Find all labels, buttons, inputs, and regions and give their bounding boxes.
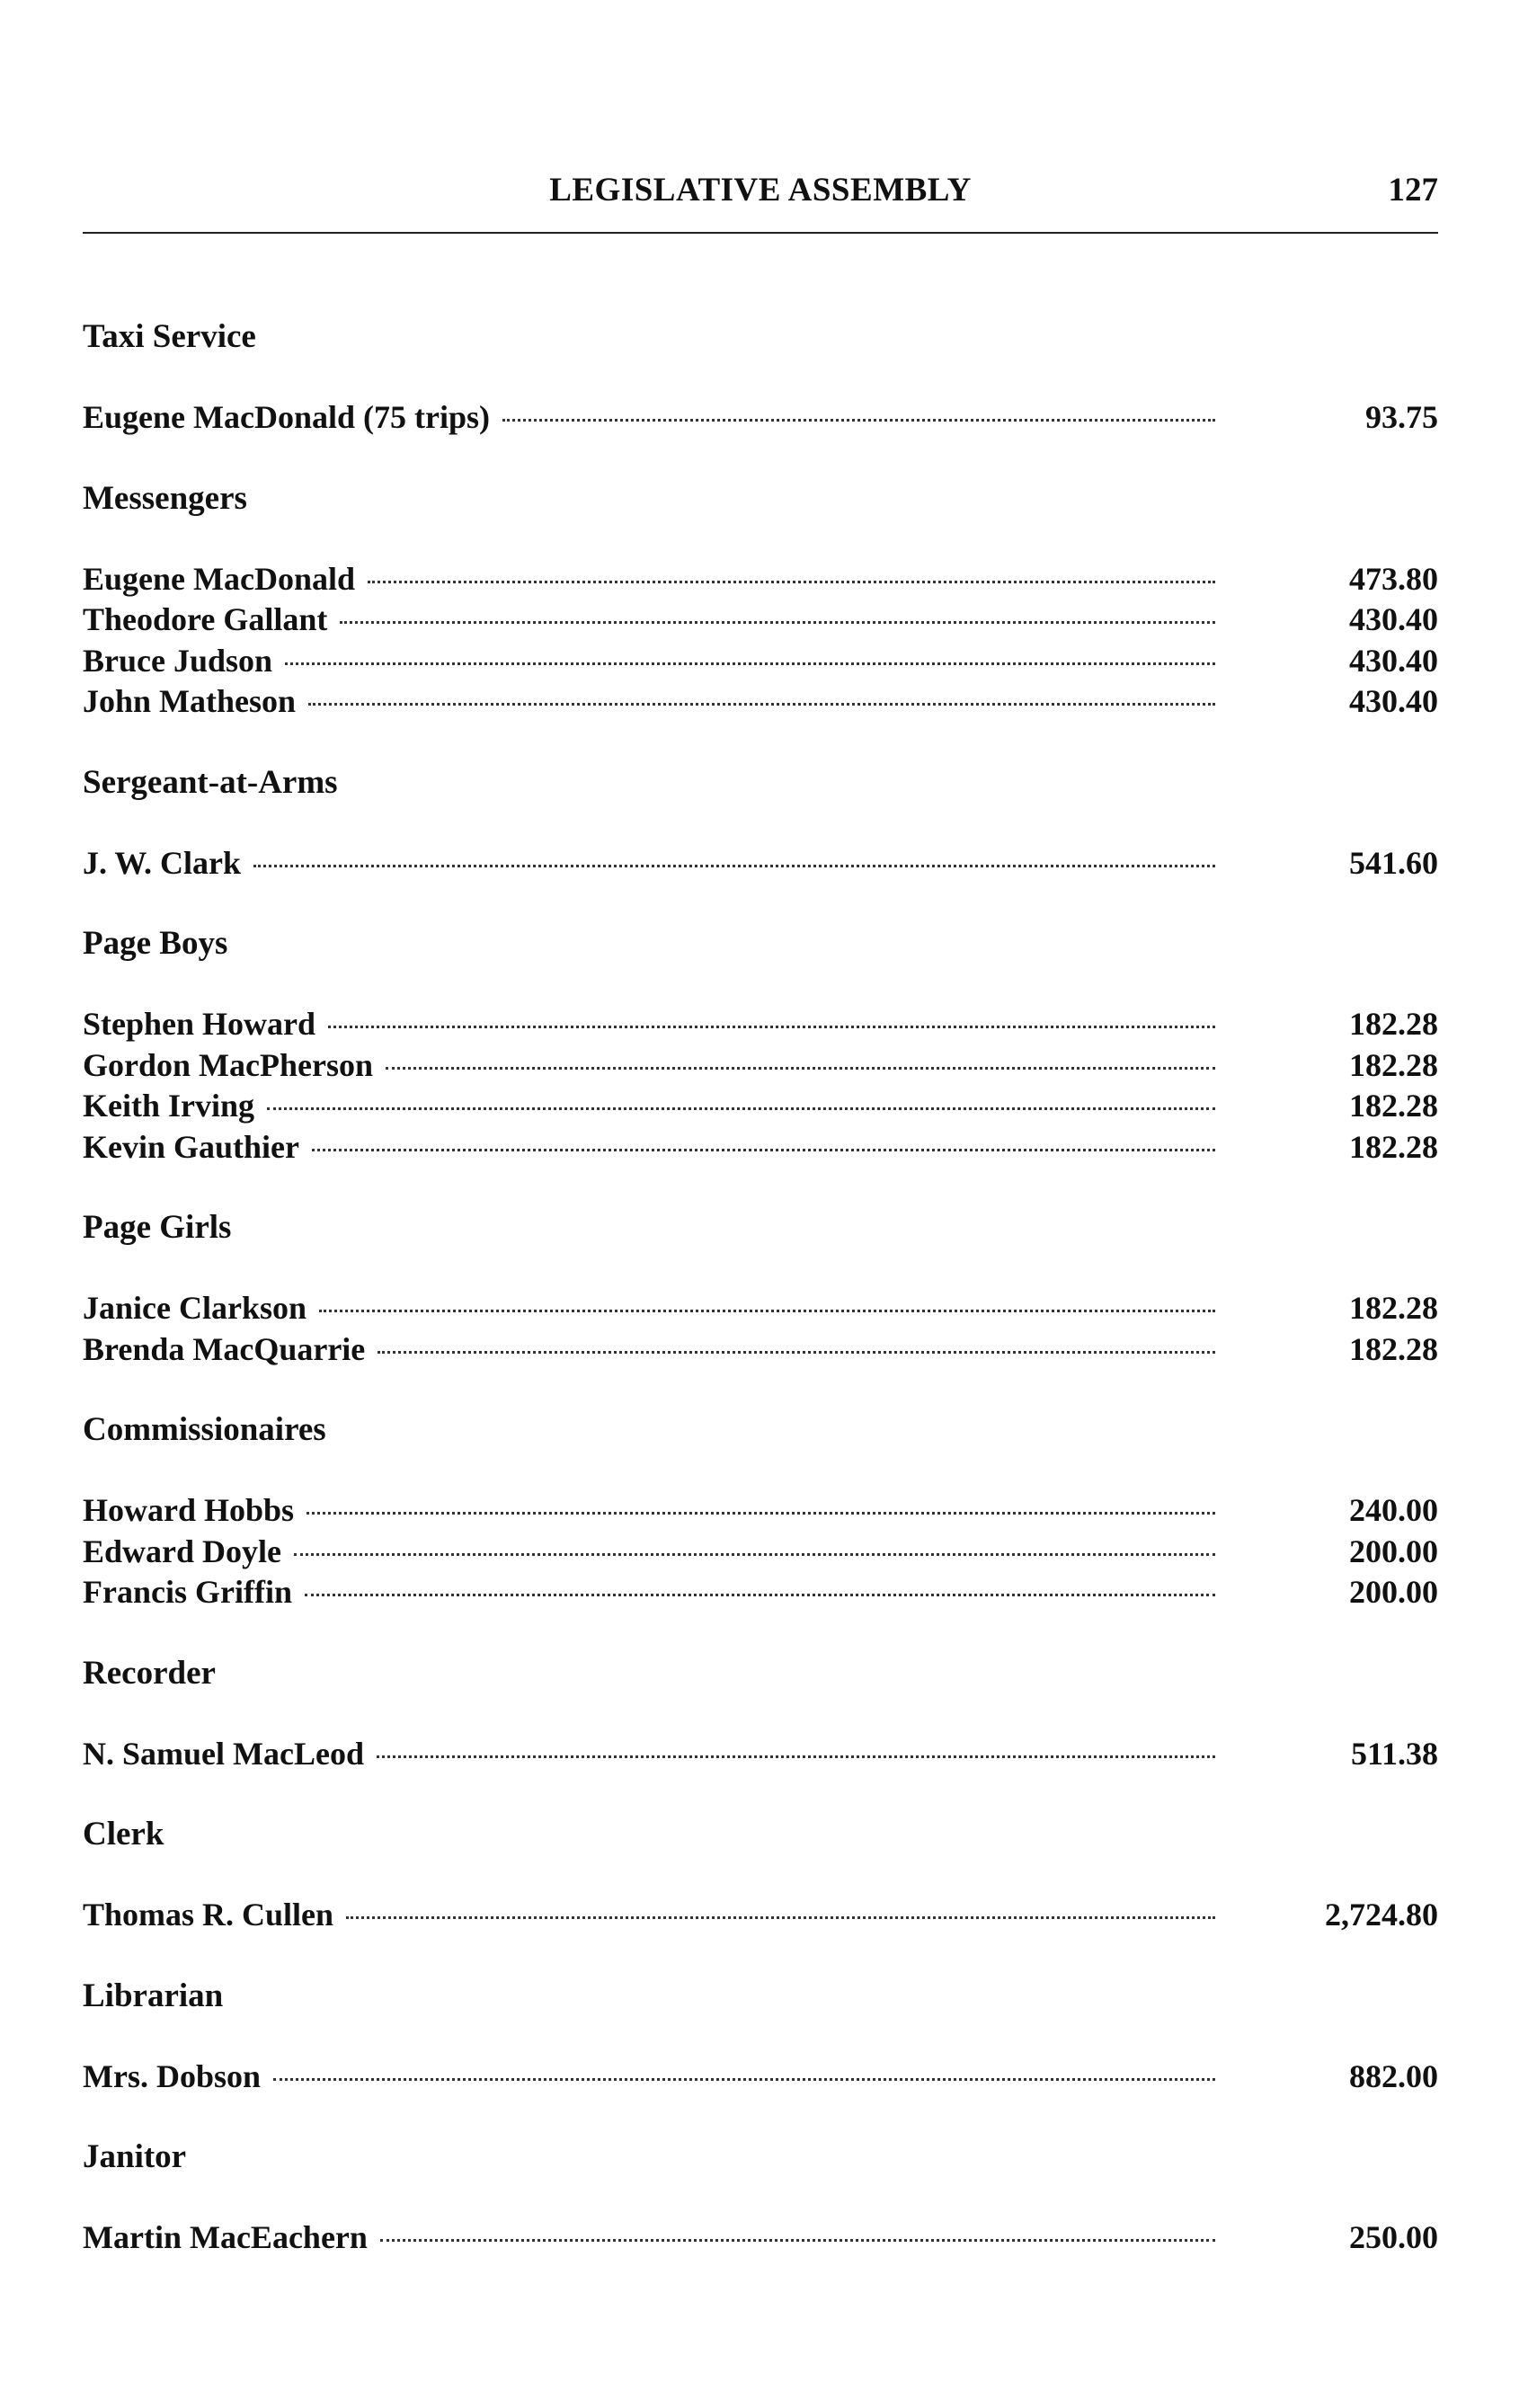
payment-amount: 240.00	[1349, 1492, 1438, 1528]
list-item	[83, 1086, 1438, 1127]
payment-amount: 93.75	[1365, 399, 1438, 435]
section-heading: Messengers	[83, 479, 247, 517]
payee-name: Bruce Judson	[83, 642, 273, 679]
list-item	[83, 2217, 1438, 2259]
payment-amount: 182.28	[1349, 1128, 1438, 1165]
payment-amount: 200.00	[1349, 1574, 1438, 1610]
payment-amount: 882.00	[1349, 2057, 1438, 2094]
running-header	[83, 171, 1438, 216]
list-item	[83, 1288, 1438, 1329]
dot-leader	[380, 2239, 1215, 2242]
dot-leader	[377, 1755, 1215, 1758]
payee-name: Eugene MacDonald	[83, 560, 356, 597]
list-item	[83, 600, 1438, 641]
payment-amount: 182.28	[1349, 1088, 1438, 1124]
dot-leader	[368, 581, 1215, 583]
payee-name: Martin MacEachern	[83, 2219, 368, 2255]
payee-name: John Matheson	[83, 683, 297, 719]
entry-list	[83, 2217, 1438, 2259]
payee-name: Edward Doyle	[83, 1533, 282, 1569]
dot-leader	[253, 865, 1215, 867]
list-item	[83, 559, 1438, 600]
payee-name: Thomas R. Cullen	[83, 1897, 334, 1933]
entry-list	[83, 2057, 1438, 2098]
payee-name: Brenda MacQuarrie	[83, 1330, 366, 1367]
payee-name: Theodore Gallant	[83, 601, 328, 637]
payee-name: Mrs. Dobson	[83, 2057, 262, 2094]
section-heading: Commissionaires	[83, 1411, 326, 1448]
running-title: LEGISLATIVE ASSEMBLY	[549, 172, 972, 209]
payee-name: N. Samuel MacLeod	[83, 1735, 364, 1772]
payment-amount: 473.80	[1349, 560, 1438, 597]
dot-leader	[346, 1916, 1215, 1919]
section-heading: Clerk	[83, 1816, 164, 1853]
list-item	[83, 1572, 1438, 1613]
payment-amount: 182.28	[1349, 1046, 1438, 1083]
entry-list	[83, 1490, 1438, 1613]
dot-leader	[267, 1107, 1215, 1110]
list-item	[83, 1532, 1438, 1573]
list-item	[83, 1895, 1438, 1936]
dot-leader	[305, 1594, 1215, 1596]
section-heading: Librarian	[83, 1977, 224, 2014]
dot-leader	[285, 662, 1215, 665]
document-body	[83, 315, 1438, 2297]
dot-leader	[340, 621, 1215, 624]
payment-amount: 2,724.80	[1325, 1897, 1438, 1933]
dot-leader	[328, 1026, 1215, 1028]
payment-amount: 182.28	[1349, 1330, 1438, 1367]
payee-name: Keith Irving	[83, 1088, 255, 1124]
entry-list	[83, 559, 1438, 723]
payee-name: Howard Hobbs	[83, 1492, 295, 1528]
list-item	[83, 1734, 1438, 1775]
dot-leader	[308, 703, 1215, 706]
payment-amount: 182.28	[1349, 1290, 1438, 1326]
payment-amount: 541.60	[1349, 844, 1438, 881]
dot-leader	[386, 1067, 1215, 1070]
list-item	[83, 843, 1438, 884]
entry-list	[83, 397, 1438, 439]
section-heading: Page Girls	[83, 1209, 232, 1246]
list-item	[83, 397, 1438, 439]
payment-amount: 250.00	[1349, 2219, 1438, 2255]
entry-list	[83, 1004, 1438, 1168]
payee-name: J. W. Clark	[83, 844, 242, 881]
entry-list	[83, 1288, 1438, 1370]
section-heading: Sergeant-at-Arms	[83, 763, 338, 801]
header-rule	[83, 232, 1438, 234]
dot-leader	[294, 1553, 1215, 1556]
list-item	[83, 1127, 1438, 1168]
list-item	[83, 681, 1438, 723]
section-heading: Page Boys	[83, 925, 228, 962]
section-heading: Taxi Service	[83, 318, 256, 355]
dot-leader	[502, 419, 1215, 422]
payee-name: Gordon MacPherson	[83, 1046, 373, 1083]
list-item	[83, 1490, 1438, 1532]
payee-name: Francis Griffin	[83, 1574, 292, 1610]
payee-name: Kevin Gauthier	[83, 1128, 299, 1165]
payment-amount: 182.28	[1349, 1006, 1438, 1042]
payment-amount: 430.40	[1349, 601, 1438, 637]
document-page	[83, 0, 1438, 2408]
payee-name: Stephen Howard	[83, 1006, 316, 1042]
payment-amount: 511.38	[1350, 1735, 1438, 1772]
section-heading: Janitor	[83, 2138, 187, 2175]
list-item	[83, 1329, 1438, 1371]
dot-leader	[307, 1512, 1215, 1515]
list-item	[83, 1045, 1438, 1087]
list-item	[83, 2057, 1438, 2098]
page-number: 127	[1388, 172, 1438, 209]
section-heading: Recorder	[83, 1654, 216, 1692]
payment-amount: 200.00	[1349, 1533, 1438, 1569]
dot-leader	[273, 2078, 1215, 2081]
dot-leader	[312, 1149, 1215, 1151]
entry-list	[83, 843, 1438, 884]
payee-name: Janice Clarkson	[83, 1290, 307, 1326]
list-item	[83, 641, 1438, 682]
list-item	[83, 1004, 1438, 1045]
payment-amount: 430.40	[1349, 642, 1438, 679]
entry-list	[83, 1734, 1438, 1775]
entry-list	[83, 1895, 1438, 1936]
payment-amount: 430.40	[1349, 683, 1438, 719]
payee-name: Eugene MacDonald (75 trips)	[83, 399, 490, 435]
dot-leader	[378, 1351, 1215, 1354]
dot-leader	[319, 1310, 1215, 1312]
